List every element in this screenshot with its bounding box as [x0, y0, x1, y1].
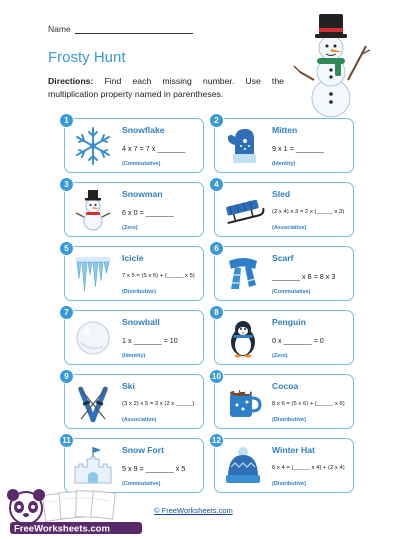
problem-equation[interactable]: 6 x 0 = _______ — [122, 208, 174, 217]
directions-text: Find each missing number. Use the multiplication property named in parentheses. — [48, 76, 284, 99]
problem-equation[interactable]: 7 x 5 = (5 x 5) + (_____ x 5) — [122, 273, 195, 279]
problem-title: Cocoa — [272, 381, 299, 391]
problem-property: (Distributive) — [122, 289, 156, 295]
problem-property: (Identity) — [122, 353, 146, 359]
problem-number: 8 — [209, 305, 224, 320]
problem-number: 10 — [209, 369, 224, 384]
problem-number: 5 — [59, 241, 74, 256]
snow-fort-icon — [71, 445, 115, 487]
problem-property: (Distributive) — [272, 417, 306, 423]
problem-equation[interactable]: 5 x 9 = _______ x 5 — [122, 464, 186, 473]
problem-equation[interactable]: (3 x 2) x 5 = 3 x (2 x _____) — [122, 401, 195, 407]
problem-number: 3 — [59, 177, 74, 192]
name-row — [48, 24, 193, 34]
problem-card — [214, 246, 354, 301]
problem-title: Ski — [122, 381, 135, 391]
problem-title: Scarf — [272, 253, 294, 263]
problem-title: Snow Fort — [122, 445, 165, 455]
problem-card — [214, 310, 354, 365]
problem-number: 4 — [209, 177, 224, 192]
problem-number: 11 — [59, 433, 74, 448]
problem-property: (Associative) — [122, 417, 157, 423]
problem-title: Snowman — [122, 189, 163, 199]
problem-title: Mitten — [272, 125, 298, 135]
problem-number: 7 — [59, 305, 74, 320]
problem-card — [64, 310, 204, 365]
problem-title: Snowflake — [122, 125, 165, 135]
sled-icon — [221, 189, 265, 231]
problem-card — [214, 438, 354, 493]
problem-property: (Commutative) — [272, 289, 311, 295]
problem-number: 12 — [209, 433, 224, 448]
problem-property: (Commutative) — [122, 161, 161, 167]
winter-hat-icon — [221, 445, 265, 487]
problem-card — [214, 374, 354, 429]
snowflake-icon — [71, 125, 115, 167]
problem-property: (Commutative) — [122, 481, 161, 487]
snowman-icon — [71, 189, 115, 231]
icicle-icon — [71, 253, 115, 295]
problem-card — [64, 118, 204, 173]
problem-equation[interactable]: 8 x 6 = (5 x 6) + (_____ x 6) — [272, 401, 345, 407]
problem-title: Icicle — [122, 253, 144, 263]
cocoa-mug-icon — [221, 381, 265, 423]
name-field[interactable] — [75, 25, 193, 34]
problem-property: (Identity) — [272, 161, 296, 167]
ski-icon — [71, 381, 115, 423]
problem-property: (Zero) — [272, 353, 288, 359]
copyright-link[interactable]: © FreeWorksheets.com — [154, 506, 233, 515]
problem-property: (Distributive) — [272, 481, 306, 487]
problem-number: 9 — [59, 369, 74, 384]
problem-property: (Associative) — [272, 225, 307, 231]
problem-title: Snowball — [122, 317, 160, 327]
problem-title: Penguin — [272, 317, 306, 327]
name-label: Name — [48, 24, 71, 34]
problem-card — [64, 438, 204, 493]
problem-card — [64, 374, 204, 429]
problem-card — [64, 246, 204, 301]
snowball-icon — [71, 317, 115, 359]
problem-card — [64, 182, 204, 237]
problem-equation[interactable]: _______ x 8 = 8 x 3 — [272, 272, 336, 281]
problem-card — [214, 182, 354, 237]
snowman-illustration — [288, 10, 374, 118]
problem-equation[interactable]: 6 x 4 = (_____ x 4) + (2 x 4) — [272, 465, 345, 471]
logo-text: FreeWorksheets.com — [14, 523, 110, 535]
page-title: Frosty Hunt — [48, 49, 126, 66]
directions-label: Directions: — [48, 76, 94, 86]
problem-equation[interactable]: (2 x 4) x 3 = 2 x (_____ x 3) — [272, 209, 345, 215]
freeworksheets-logo — [2, 486, 152, 538]
problem-number: 2 — [209, 113, 224, 128]
problem-title: Winter Hat — [272, 445, 315, 455]
problem-card — [214, 118, 354, 173]
problem-number: 1 — [59, 113, 74, 128]
problem-equation[interactable]: 1 x _______ = 10 — [122, 336, 178, 345]
problem-equation[interactable]: 4 x 7 = 7 x _______ — [122, 144, 186, 153]
problem-number: 6 — [209, 241, 224, 256]
problem-equation[interactable]: 9 x 1 = _______ — [272, 144, 324, 153]
problem-property: (Zero) — [122, 225, 138, 231]
directions — [48, 75, 284, 101]
problem-title: Sled — [272, 189, 291, 199]
mitten-icon — [221, 125, 265, 167]
problem-equation[interactable]: 0 x _______ = 0 — [272, 336, 324, 345]
penguin-icon — [221, 317, 265, 359]
scarf-icon — [221, 253, 265, 295]
